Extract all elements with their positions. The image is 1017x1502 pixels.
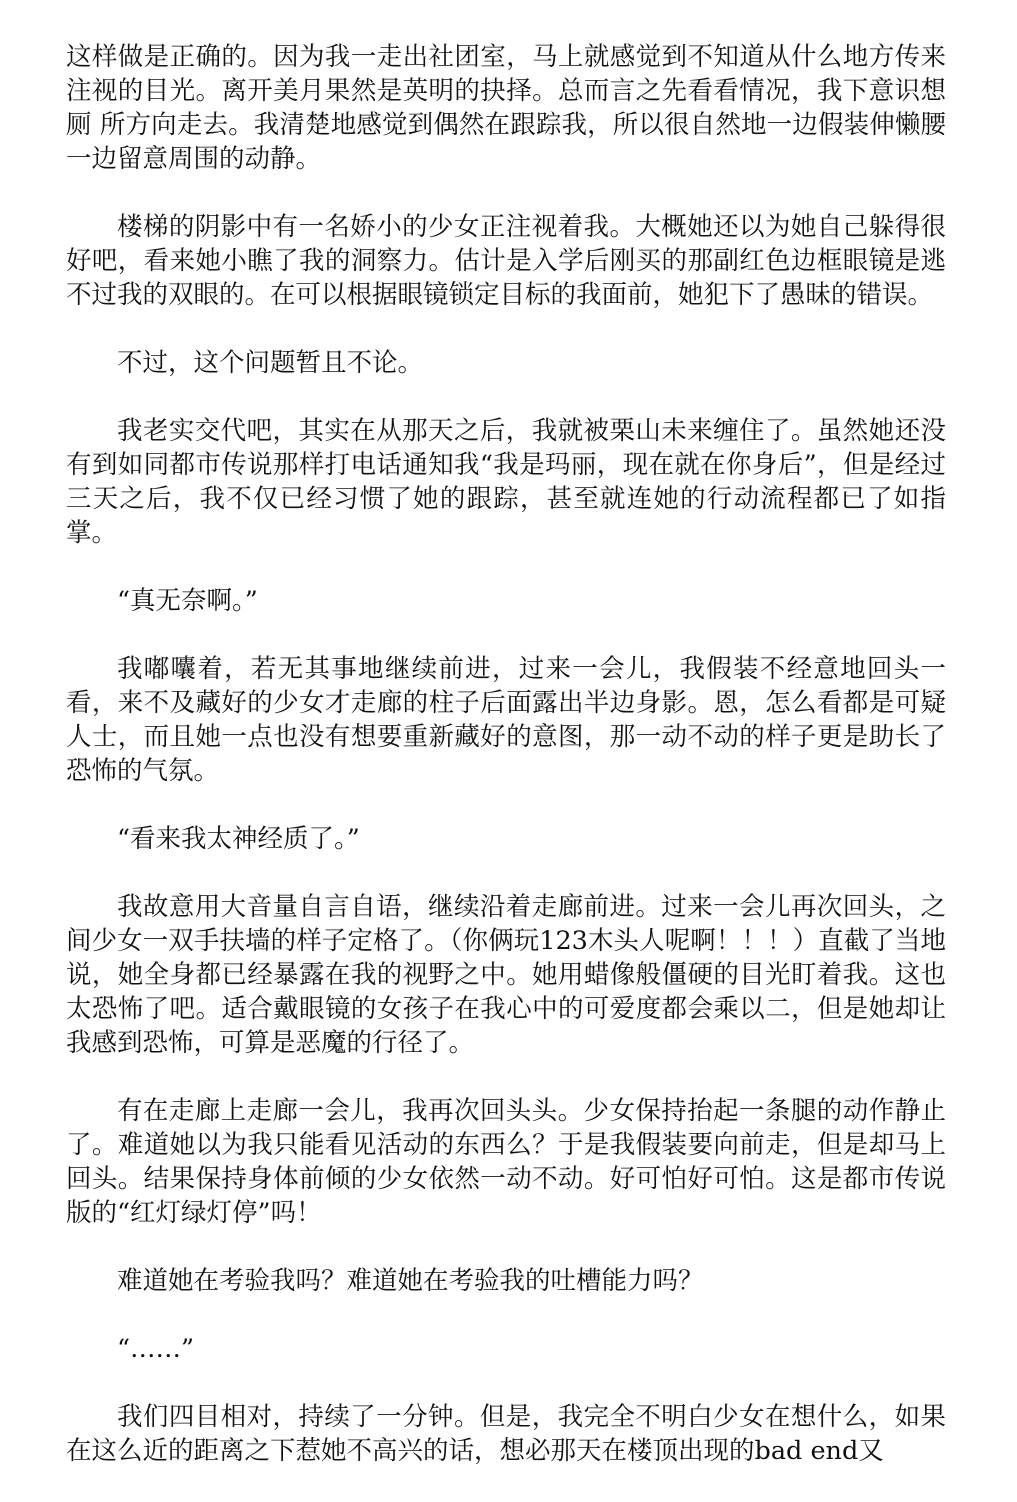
paragraph-1: 这样做是正确的。因为我一走出社团室，马上就感觉到不知道从什么地方传来注视的目光。离开美月果然是英明的抉择。总而言之先看看情况，我下意识想厕 所方向走去。我清楚地感觉到偶然在跟踪我，所以很自然地一边假装伸懒腰一边留意周围的动静。 bbox=[66, 42, 946, 174]
paragraph-9: 有在走廊上走廊一会儿，我再次回头头。少女保持抬起一条腿的动作静止了。难道她以为我只能看见活动的东西么？于是我假装要向前走，但是却马上回头。结果保持身体前倾的少女依然一动不动。好可怕好可怕。这是都市传说版的“红灯绿灯停”吗！ bbox=[66, 1096, 946, 1228]
paragraph-8: 我故意用大音量自言自语，继续沿着走廊前进。过来一会儿再次回头，之间少女一双手扶墙的样子定格了。（你俩玩123木头人呢啊！！！）直截了当地说，她全身都已经暴露在我的视野之中。她用蜡像般僵硬的目光盯着我。这也太恐怖了吧。适合戴眼镜的女孩子在我心中的可爱度都会乘以二，但是她却让我感到恐怖，可算是恶魔的行径了。 bbox=[66, 892, 946, 1058]
paragraph-10: 难道她在考验我吗？难道她在考验我的吐槽能力吗？ bbox=[117, 1266, 704, 1296]
paragraph-12: 我们四目相对，持续了一分钟。但是，我完全不明白少女在想什么，如果在这么近的距离之下惹她不高兴的话，想必那天在楼顶出现的bad end又 bbox=[66, 1402, 946, 1466]
paragraph-6: 我嘟囔着，若无其事地继续前进，过来一会儿，我假装不经意地回头一看，来不及藏好的少女才走廊的柱子后面露出半边身影。恩，怎么看都是可疑人士，而且她一点也没有想要重新藏好的意图，那一动不动的样子更是助长了恐怖的气氛。 bbox=[66, 654, 946, 786]
paragraph-3: 不过，这个问题暂且不论。 bbox=[117, 348, 424, 378]
paragraph-2: 楼梯的阴影中有一名娇小的少女正注视着我。大概她还以为她自己躲得很好吧，看来她小瞧了我的洞察力。估计是入学后刚买的那副红色边框眼镜是逃不过我的双眼的。在可以根据眼镜锁定目标的我面前，她犯下了愚昧的错误。 bbox=[66, 212, 946, 310]
paragraph-7: “看来我太神经质了。” bbox=[117, 824, 360, 854]
page-body bbox=[66, 40, 946, 1502]
paragraph-5: “真无奈啊。” bbox=[117, 586, 258, 616]
paragraph-11: “……” bbox=[117, 1334, 195, 1364]
paragraph-4: 我老实交代吧，其实在从那天之后，我就被栗山未来缠住了。虽然她还没有到如同都市传说那样打电话通知我“我是玛丽，现在就在你身后”，但是经过三天之后，我不仅已经习惯了她的跟踪，甚至就连她的行动流程都已了如指掌。 bbox=[66, 416, 946, 548]
